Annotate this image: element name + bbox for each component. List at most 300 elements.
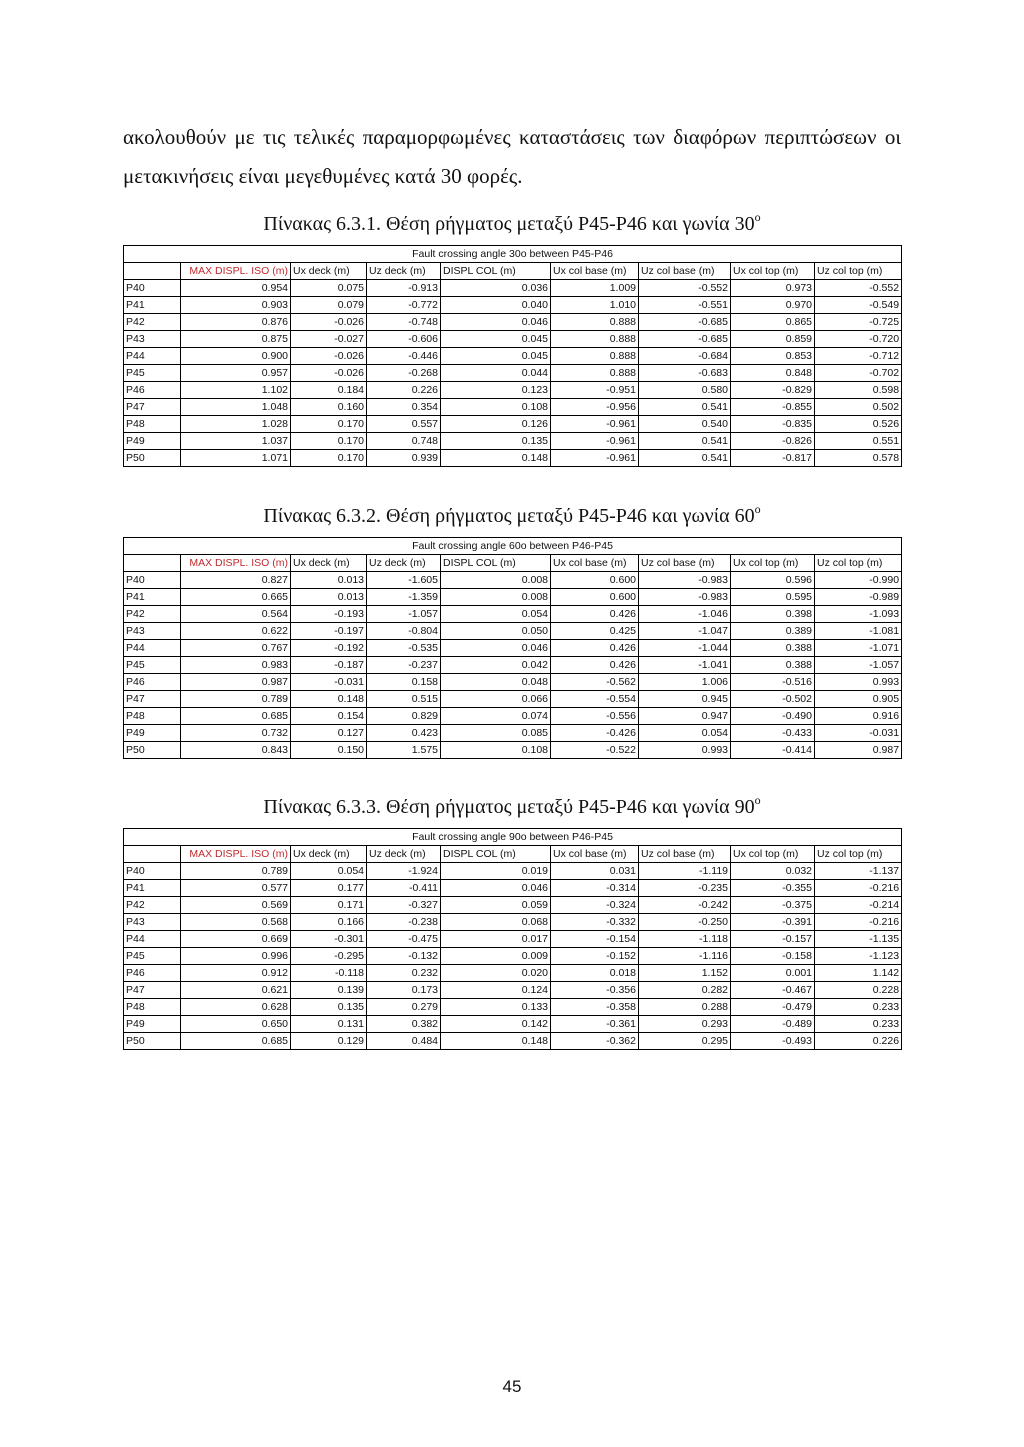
table-cell: 0.515 (367, 691, 441, 708)
table-cell: 0.900 (181, 348, 291, 365)
column-header: MAX DISPL. ISO (m) (181, 555, 291, 572)
table-cell: -0.961 (551, 416, 639, 433)
table-cell: 0.665 (181, 589, 291, 606)
table-cell: 0.166 (291, 914, 367, 931)
table-cell: 0.650 (181, 1016, 291, 1033)
row-label: P43 (124, 331, 181, 348)
table-cell: -0.684 (639, 348, 731, 365)
table-cell: -0.197 (291, 623, 367, 640)
column-header: DISPL COL (m) (441, 846, 551, 863)
table-cell: 0.160 (291, 399, 367, 416)
table-cell: 0.068 (441, 914, 551, 931)
table-cell: 0.032 (731, 863, 815, 880)
table-cell: 0.748 (367, 433, 441, 450)
table-cell: 0.293 (639, 1016, 731, 1033)
table-row (124, 948, 902, 965)
table-cell: 0.075 (291, 280, 367, 297)
column-header: Uz deck (m) (367, 263, 441, 280)
row-label: P44 (124, 348, 181, 365)
table-cell: -1.044 (639, 640, 731, 657)
row-label: P43 (124, 623, 181, 640)
row-label: P44 (124, 640, 181, 657)
table-cell: -0.411 (367, 880, 441, 897)
table-cell: 1.102 (181, 382, 291, 399)
table-cell: -0.242 (639, 897, 731, 914)
table-cell: -0.989 (815, 589, 902, 606)
column-header: Ux col top (m) (731, 263, 815, 280)
table-row (124, 589, 902, 606)
table-cell: 0.598 (815, 382, 902, 399)
table-cell: 0.888 (551, 331, 639, 348)
table-cell: -0.522 (551, 742, 639, 759)
table-row (124, 657, 902, 674)
table-cell: -0.961 (551, 433, 639, 450)
table-cell: -0.951 (551, 382, 639, 399)
table-cell: -0.301 (291, 931, 367, 948)
table-cell: 1.006 (639, 674, 731, 691)
table-cell: 0.135 (291, 999, 367, 1016)
table-cell: 0.564 (181, 606, 291, 623)
table-cell: 0.148 (441, 1033, 551, 1050)
table-cell: 0.148 (441, 450, 551, 467)
column-header: MAX DISPL. ISO (m) (181, 263, 291, 280)
row-label: P48 (124, 999, 181, 1016)
table-cell: 0.108 (441, 399, 551, 416)
table-cell: 0.580 (639, 382, 731, 399)
table-cell: 0.996 (181, 948, 291, 965)
row-label: P48 (124, 708, 181, 725)
table-cell: -0.467 (731, 982, 815, 999)
row-label: P47 (124, 691, 181, 708)
row-label: P42 (124, 897, 181, 914)
table-cell: 0.595 (731, 589, 815, 606)
table-cell: -0.157 (731, 931, 815, 948)
table-cell: -0.235 (639, 880, 731, 897)
table-cell: -0.187 (291, 657, 367, 674)
table-cell: -0.489 (731, 1016, 815, 1033)
column-header: Ux deck (m) (291, 846, 367, 863)
column-header: Uz col top (m) (815, 263, 902, 280)
table-caption-2 (123, 504, 901, 528)
table-cell: 0.621 (181, 982, 291, 999)
table-cell: 0.973 (731, 280, 815, 297)
table-cell: 0.009 (441, 948, 551, 965)
table-title: Fault crossing angle 60o between P46-P45 (124, 538, 902, 555)
column-header: Uz col top (m) (815, 555, 902, 572)
row-label: P49 (124, 433, 181, 450)
table-cell: -0.426 (551, 725, 639, 742)
table-cell: 0.875 (181, 331, 291, 348)
table-cell: 0.526 (815, 416, 902, 433)
column-header: Ux deck (m) (291, 263, 367, 280)
row-label: P40 (124, 863, 181, 880)
table-cell: 0.423 (367, 725, 441, 742)
table-cell: 0.085 (441, 725, 551, 742)
table-cell: 0.044 (441, 365, 551, 382)
table-cell: -0.685 (639, 314, 731, 331)
row-label: P45 (124, 657, 181, 674)
table-cell: 0.993 (639, 742, 731, 759)
table-cell: 0.020 (441, 965, 551, 982)
table-cell: -0.552 (815, 280, 902, 297)
table-cell: 0.232 (367, 965, 441, 982)
table-cell: 0.789 (181, 691, 291, 708)
table-cell: 0.957 (181, 365, 291, 382)
table-cell: 1.048 (181, 399, 291, 416)
table-cell: 0.541 (639, 399, 731, 416)
table-cell: -1.046 (639, 606, 731, 623)
table-row (124, 965, 902, 982)
table-cell: 0.954 (181, 280, 291, 297)
table-cell: -0.193 (291, 606, 367, 623)
header-corner-cell (124, 555, 181, 572)
table-cell: -1.081 (815, 623, 902, 640)
table-cell: 0.054 (639, 725, 731, 742)
table-cell: 0.226 (367, 382, 441, 399)
table-cell: 0.135 (441, 433, 551, 450)
table-cell: -0.725 (815, 314, 902, 331)
table-cell: 0.046 (441, 640, 551, 657)
table-cell: -0.552 (639, 280, 731, 297)
table-cell: 0.177 (291, 880, 367, 897)
table-cell: 0.827 (181, 572, 291, 589)
table-cell: -0.835 (731, 416, 815, 433)
row-label: P47 (124, 399, 181, 416)
table-cell: -0.332 (551, 914, 639, 931)
row-label: P50 (124, 742, 181, 759)
table-cell: 0.170 (291, 416, 367, 433)
table-cell: -0.414 (731, 742, 815, 759)
table-cell: 0.939 (367, 450, 441, 467)
table-cell: 0.426 (551, 657, 639, 674)
table-cell: 0.426 (551, 640, 639, 657)
table-cell: 0.046 (441, 314, 551, 331)
table-cell: 0.829 (367, 708, 441, 725)
row-label: P45 (124, 948, 181, 965)
table-cell: 0.983 (181, 657, 291, 674)
table-cell: -0.268 (367, 365, 441, 382)
table-cell: 0.184 (291, 382, 367, 399)
table-cell: -0.358 (551, 999, 639, 1016)
table-cell: 0.059 (441, 897, 551, 914)
table-cell: 0.732 (181, 725, 291, 742)
table-cell: -0.702 (815, 365, 902, 382)
table-row (124, 982, 902, 999)
table-cell: 0.600 (551, 572, 639, 589)
table-cell: 0.388 (731, 640, 815, 657)
column-header: Uz col base (m) (639, 846, 731, 863)
table-cell: -0.356 (551, 982, 639, 999)
table-cell: 0.282 (639, 982, 731, 999)
table-cell: 0.425 (551, 623, 639, 640)
table-cell: -1.047 (639, 623, 731, 640)
row-label: P47 (124, 982, 181, 999)
table-cell: 0.045 (441, 348, 551, 365)
table-row (124, 897, 902, 914)
table-cell: 0.569 (181, 897, 291, 914)
table-cell: -0.502 (731, 691, 815, 708)
table-cell: 0.170 (291, 450, 367, 467)
table-cell: -0.606 (367, 331, 441, 348)
table-row (124, 399, 902, 416)
intro-paragraph: ακολουθούν με τις τελικές παραμορφωμένες καταστάσεις των διαφόρων περιπτώσεων οι μετακινήσεις είναι μεγεθυμένες κατά 30 φορές. (123, 125, 901, 188)
column-header: Ux col top (m) (731, 555, 815, 572)
table-cell: 0.388 (731, 657, 815, 674)
table-cell: 0.905 (815, 691, 902, 708)
table-cell: 0.685 (181, 1033, 291, 1050)
row-label: P46 (124, 965, 181, 982)
table-cell: 0.173 (367, 982, 441, 999)
table-cell: -0.026 (291, 365, 367, 382)
table-cell: 0.987 (815, 742, 902, 759)
table-cell: 0.142 (441, 1016, 551, 1033)
table-cell: 0.578 (815, 450, 902, 467)
table-row (124, 1016, 902, 1033)
table-cell: -0.554 (551, 691, 639, 708)
table-cell: 0.154 (291, 708, 367, 725)
table-cell: 0.622 (181, 623, 291, 640)
column-header: Uz deck (m) (367, 555, 441, 572)
table-cell: 0.843 (181, 742, 291, 759)
table-cell: 0.131 (291, 1016, 367, 1033)
caption-text: Πίνακας 6.3.2. Θέση ρήγματος μεταξύ P45-P46 και γωνία 60 (263, 505, 755, 527)
table-cell: -0.983 (639, 572, 731, 589)
table-cell: -0.391 (731, 914, 815, 931)
table-cell: 0.669 (181, 931, 291, 948)
table-cell: 0.050 (441, 623, 551, 640)
table-cell: -0.361 (551, 1016, 639, 1033)
table-cell: -1.135 (815, 931, 902, 948)
table-cell: -0.551 (639, 297, 731, 314)
table-cell: 0.019 (441, 863, 551, 880)
table-cell: -0.362 (551, 1033, 639, 1050)
header-corner-cell (124, 846, 181, 863)
table-row (124, 382, 902, 399)
table-cell: -0.216 (815, 880, 902, 897)
table-cell: -0.516 (731, 674, 815, 691)
table-cell: 1.009 (551, 280, 639, 297)
row-label: P46 (124, 382, 181, 399)
table-cell: -1.137 (815, 863, 902, 880)
table-cell: -0.685 (639, 331, 731, 348)
table-row (124, 450, 902, 467)
table-row (124, 433, 902, 450)
table-row (124, 742, 902, 759)
table-cell: -0.772 (367, 297, 441, 314)
table-row (124, 708, 902, 725)
table-caption-1 (123, 212, 901, 236)
table-row (124, 863, 902, 880)
table-cell: 0.045 (441, 331, 551, 348)
table-cell: -0.237 (367, 657, 441, 674)
row-label: P40 (124, 572, 181, 589)
table-cell: -0.026 (291, 314, 367, 331)
column-header: Ux deck (m) (291, 555, 367, 572)
table-cell: 1.071 (181, 450, 291, 467)
table-cell: -0.990 (815, 572, 902, 589)
table-row (124, 691, 902, 708)
row-label: P44 (124, 931, 181, 948)
table-cell: -0.983 (639, 589, 731, 606)
table-cell: 0.295 (639, 1033, 731, 1050)
table-cell: 0.018 (551, 965, 639, 982)
column-header: Uz deck (m) (367, 846, 441, 863)
column-header: DISPL COL (m) (441, 555, 551, 572)
table-row (124, 416, 902, 433)
table-cell: -0.027 (291, 331, 367, 348)
table-cell: 0.001 (731, 965, 815, 982)
table-row (124, 931, 902, 948)
table-cell: 0.054 (441, 606, 551, 623)
table-cell: -1.093 (815, 606, 902, 623)
table-row (124, 914, 902, 931)
table-cell: 0.031 (551, 863, 639, 880)
table-cell: 0.685 (181, 708, 291, 725)
row-label: P48 (124, 416, 181, 433)
table-cell: -0.493 (731, 1033, 815, 1050)
table-cell: -0.479 (731, 999, 815, 1016)
column-header: DISPL COL (m) (441, 263, 551, 280)
table-cell: -1.057 (367, 606, 441, 623)
table-cell: 0.013 (291, 572, 367, 589)
table-cell: -1.123 (815, 948, 902, 965)
row-label: P49 (124, 725, 181, 742)
caption-superscript: o (754, 210, 761, 224)
data-table-2 (123, 537, 902, 759)
table-title: Fault crossing angle 30o between P45-P46 (124, 246, 902, 263)
table-cell: 0.912 (181, 965, 291, 982)
row-label: P50 (124, 1033, 181, 1050)
table-cell: -1.071 (815, 640, 902, 657)
table-cell: 0.540 (639, 416, 731, 433)
table-cell: 0.947 (639, 708, 731, 725)
table-row (124, 640, 902, 657)
table-cell: 0.148 (291, 691, 367, 708)
table-cell: -0.295 (291, 948, 367, 965)
table-cell: -0.154 (551, 931, 639, 948)
table-cell: 0.888 (551, 365, 639, 382)
table-cell: -0.158 (731, 948, 815, 965)
caption-superscript: o (754, 502, 761, 516)
table-row (124, 314, 902, 331)
table-cell: 0.789 (181, 863, 291, 880)
table-cell: -0.829 (731, 382, 815, 399)
column-header: Ux col top (m) (731, 846, 815, 863)
table-cell: -0.026 (291, 348, 367, 365)
table-cell: 0.279 (367, 999, 441, 1016)
table-header-row (124, 555, 902, 572)
table-cell: -1.118 (639, 931, 731, 948)
table-cell: -0.031 (815, 725, 902, 742)
caption-text: Πίνακας 6.3.1. Θέση ρήγματος μεταξύ P45-P46 και γωνία 30 (263, 213, 755, 235)
table-cell: -1.359 (367, 589, 441, 606)
row-label: P42 (124, 606, 181, 623)
table-cell: -0.720 (815, 331, 902, 348)
table-cell: 0.042 (441, 657, 551, 674)
table-cell: -0.375 (731, 897, 815, 914)
table-cell: 0.008 (441, 572, 551, 589)
table-cell: 0.036 (441, 280, 551, 297)
table-cell: 1.010 (551, 297, 639, 314)
table-cell: -0.031 (291, 674, 367, 691)
table-cell: -0.475 (367, 931, 441, 948)
table-cell: -0.804 (367, 623, 441, 640)
table-cell: 0.557 (367, 416, 441, 433)
column-header: Uz col base (m) (639, 555, 731, 572)
table-title: Fault crossing angle 90o between P46-P45 (124, 829, 902, 846)
table-cell: 0.502 (815, 399, 902, 416)
table-cell: 0.170 (291, 433, 367, 450)
table-row (124, 623, 902, 640)
row-label: P50 (124, 450, 181, 467)
row-label: P46 (124, 674, 181, 691)
table-cell: 0.853 (731, 348, 815, 365)
table-cell: -0.549 (815, 297, 902, 314)
table-cell: -1.605 (367, 572, 441, 589)
table-title-row (124, 246, 902, 263)
table-cell: -0.562 (551, 674, 639, 691)
table-cell: 0.865 (731, 314, 815, 331)
table-cell: 0.108 (441, 742, 551, 759)
table-cell: 0.171 (291, 897, 367, 914)
table-cell: 0.876 (181, 314, 291, 331)
table-header-row (124, 846, 902, 863)
table-cell: 0.577 (181, 880, 291, 897)
table-cell: -1.119 (639, 863, 731, 880)
table-cell: -0.826 (731, 433, 815, 450)
table-cell: 0.970 (731, 297, 815, 314)
table-cell: 0.551 (815, 433, 902, 450)
table-cell: 0.993 (815, 674, 902, 691)
table-row (124, 725, 902, 742)
table-cell: 0.916 (815, 708, 902, 725)
row-label: P43 (124, 914, 181, 931)
table-row (124, 331, 902, 348)
table-header-row (124, 263, 902, 280)
page-number: 45 (502, 1377, 522, 1396)
table-cell: 0.124 (441, 982, 551, 999)
table-cell: 0.382 (367, 1016, 441, 1033)
table-row (124, 348, 902, 365)
table-title-row (124, 829, 902, 846)
table-cell: 0.228 (815, 982, 902, 999)
table-cell: -0.535 (367, 640, 441, 657)
table-cell: -0.913 (367, 280, 441, 297)
data-table-1 (123, 245, 902, 467)
table-row (124, 674, 902, 691)
column-header: Ux col base (m) (551, 263, 639, 280)
column-header: Ux col base (m) (551, 555, 639, 572)
table-cell: 0.541 (639, 450, 731, 467)
table-row (124, 572, 902, 589)
table-cell: 0.017 (441, 931, 551, 948)
column-header: MAX DISPL. ISO (m) (181, 846, 291, 863)
table-cell: -0.327 (367, 897, 441, 914)
table-cell: 0.233 (815, 999, 902, 1016)
table-cell: -0.490 (731, 708, 815, 725)
table-cell: 0.859 (731, 331, 815, 348)
table-cell: 0.139 (291, 982, 367, 999)
table-cell: -0.192 (291, 640, 367, 657)
table-cell: -0.961 (551, 450, 639, 467)
table-cell: -0.214 (815, 897, 902, 914)
table-cell: 0.074 (441, 708, 551, 725)
table-cell: 0.888 (551, 348, 639, 365)
table-cell: -0.683 (639, 365, 731, 382)
table-cell: 0.046 (441, 880, 551, 897)
table-cell: 0.066 (441, 691, 551, 708)
table-cell: -0.956 (551, 399, 639, 416)
